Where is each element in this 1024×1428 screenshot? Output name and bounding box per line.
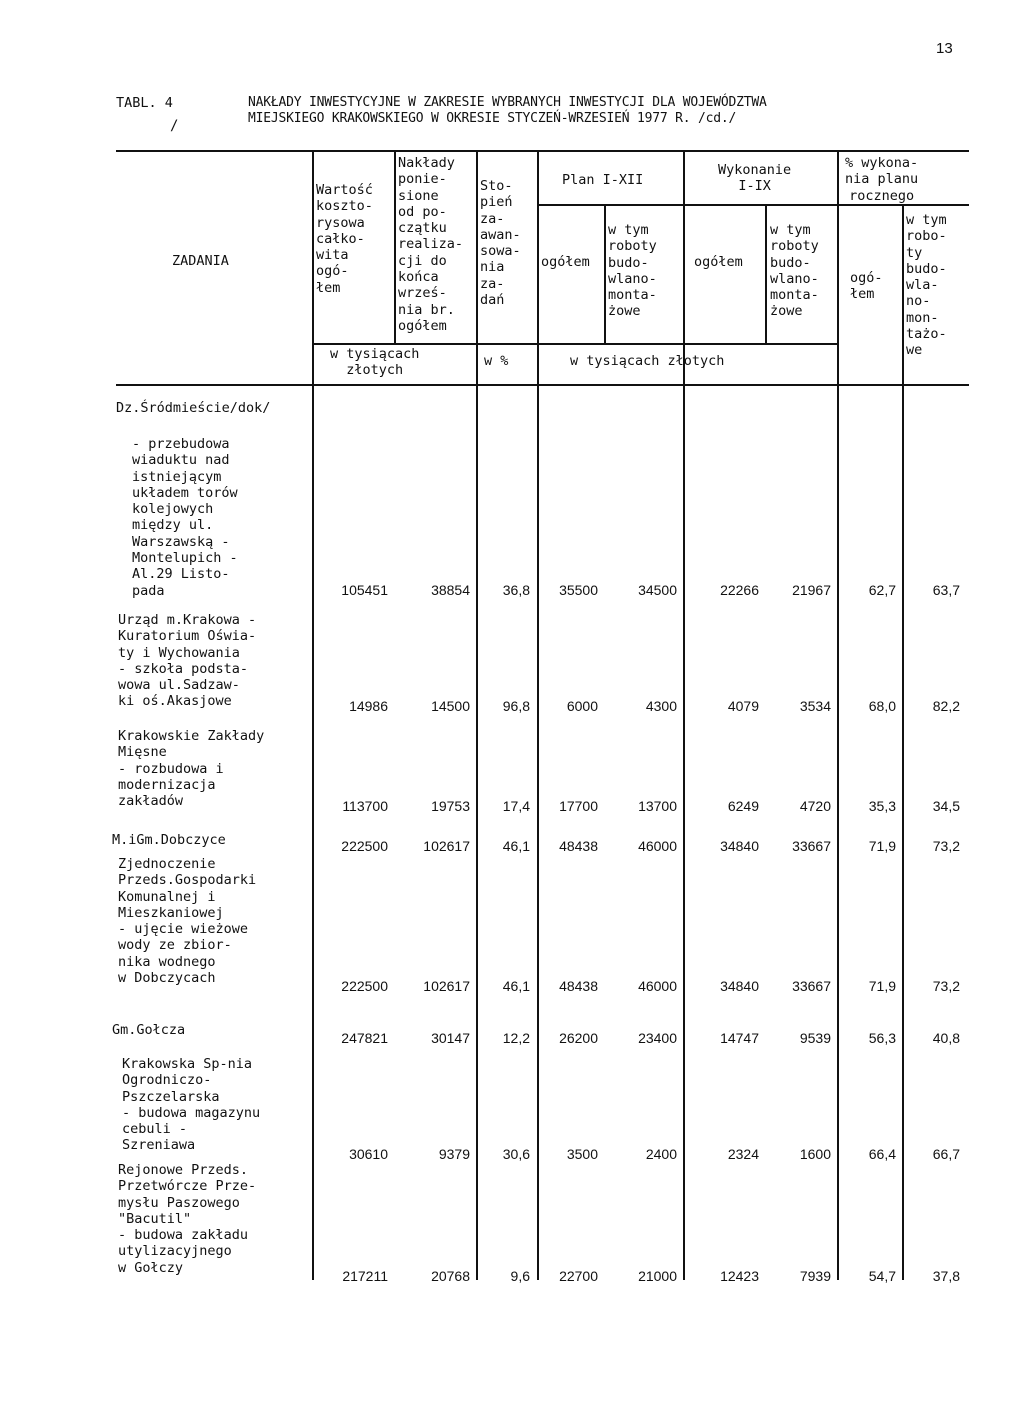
table-top-rule — [116, 150, 969, 152]
cell-plan-ogolem: 6000 — [566, 698, 598, 714]
col-rule-5 — [604, 205, 606, 344]
plan-group-rule — [537, 204, 969, 206]
cell-proc-ogolem: 56,3 — [868, 1030, 896, 1046]
cell-stopien: 17,4 — [502, 798, 530, 814]
cell-proc-ogolem: 62,7 — [868, 582, 896, 598]
cell-proc-wtym: 34,5 — [932, 798, 960, 814]
row-label-5: Zjednoczenie Przeds.Gospodarki Komunalnej i Mieszkaniowej - ujęcie wieżowe wody ze zbior- nika wodnego w Dobczycach — [118, 856, 257, 987]
header-bottom-rule — [116, 384, 969, 386]
cell-stopien: 9,6 — [510, 1268, 530, 1284]
cell-naklady: 14500 — [431, 698, 470, 714]
cell-plan-wtym: 21000 — [638, 1268, 677, 1284]
cell-wyk-wtym: 21967 — [792, 582, 831, 598]
cell-wyk-wtym: 7939 — [799, 1268, 831, 1284]
cell-proc-ogolem: 66,4 — [868, 1146, 896, 1162]
cell-plan-ogolem: 22700 — [559, 1268, 598, 1284]
col-rule-2 — [394, 152, 396, 344]
cell-proc-wtym: 37,8 — [932, 1268, 960, 1284]
cell-wyk-wtym: 4720 — [799, 798, 831, 814]
table-title-line1: NAKŁADY INWESTYCYJNE W ZAKRESIE WYBRANYCH INWESTYCJI DLA WOJEWÓDZTWA — [248, 95, 767, 110]
cell-stopien: 46,1 — [502, 978, 530, 994]
cell-plan-wtym: 23400 — [638, 1030, 677, 1046]
cell-plan-ogolem: 48438 — [559, 978, 598, 994]
cell-wyk-wtym: 9539 — [799, 1030, 831, 1046]
header-proc-ogolem: ogó- łem — [850, 270, 883, 303]
cell-wyk-ogolem: 4079 — [727, 698, 759, 714]
cell-plan-ogolem: 26200 — [559, 1030, 598, 1046]
header-plan-wtym: w tym roboty budo- wlano- monta- żowe — [608, 222, 657, 320]
header-proc-wtym: w tym robo- ty budo- wla- no- mon- tażo- we — [906, 212, 947, 359]
cell-plan-wtym: 13700 — [638, 798, 677, 814]
cell-proc-ogolem: 71,9 — [868, 838, 896, 854]
row-label-8: Rejonowe Przeds. Przetwórcze Prze- mysłu Paszowego "Bacutil" - budowa zakładu utylizacyjnego w Gołczy — [118, 1162, 257, 1276]
col-rule-1 — [312, 152, 314, 1280]
col-rule-8 — [837, 152, 839, 1280]
cell-wyk-ogolem: 14747 — [720, 1030, 759, 1046]
cell-proc-ogolem: 35,3 — [868, 798, 896, 814]
cell-wartosc: 217211 — [342, 1268, 388, 1284]
slash-mark: / — [170, 118, 179, 134]
header-unit-tys2: w tysiącach złotych — [570, 353, 725, 369]
cell-stopien: 30,6 — [502, 1146, 530, 1162]
cell-wartosc: 14986 — [349, 698, 388, 714]
cell-proc-wtym: 73,2 — [932, 838, 960, 854]
cell-proc-ogolem: 54,7 — [868, 1268, 896, 1284]
row-label-7: Krakowska Sp-nia Ogrodniczo- Pszczelarska - budowa magazynu cebuli - Szreniawa — [122, 1056, 261, 1154]
cell-plan-ogolem: 3500 — [566, 1146, 598, 1162]
cell-wyk-wtym: 33667 — [792, 978, 831, 994]
header-unit-tys: w tysiącach złotych — [330, 346, 420, 379]
cell-wyk-wtym: 1600 — [799, 1146, 831, 1162]
cell-proc-ogolem: 71,9 — [868, 978, 896, 994]
header-plan: Plan I-XII — [562, 172, 644, 188]
header-zadania: ZADANIA — [172, 253, 229, 269]
cell-stopien: 46,1 — [502, 838, 530, 854]
cell-plan-wtym: 2400 — [645, 1146, 677, 1162]
row-label-6: Gm.Gołcza — [112, 1022, 186, 1038]
unit-rule — [313, 343, 837, 345]
cell-wyk-ogolem: 22266 — [720, 582, 759, 598]
cell-wyk-ogolem: 2324 — [727, 1146, 759, 1162]
cell-proc-wtym: 73,2 — [932, 978, 960, 994]
row-label-1: - przebudowa wiaduktu nad istniejącym układem torów kolejowych między ul. Warszawską - Montelupich - Al.29 Listo- pada — [132, 436, 238, 599]
cell-plan-ogolem: 48438 — [559, 838, 598, 854]
header-unit-pct: w % — [484, 353, 509, 369]
col-rule-7 — [765, 205, 767, 344]
cell-plan-wtym: 34500 — [638, 582, 677, 598]
cell-naklady: 19753 — [431, 798, 470, 814]
cell-stopien: 96,8 — [502, 698, 530, 714]
row-label-2: Urząd m.Krakowa - Kuratorium Oświa- ty i Wychowania - szkoła podsta- wowa ul.Sadzaw- ki oś.Akasjowe — [118, 612, 257, 710]
col-rule-6 — [683, 152, 685, 1280]
cell-stopien: 36,8 — [502, 582, 530, 598]
row-label-4: M.iGm.Dobczyce — [112, 832, 226, 848]
cell-wartosc: 113700 — [342, 798, 388, 814]
cell-naklady: 38854 — [431, 582, 470, 598]
header-wyk-wtym: w tym roboty budo- wlano- monta- żowe — [770, 222, 819, 320]
cell-naklady: 102617 — [423, 838, 470, 854]
header-procent: % wykona- nia planu rocznego — [845, 155, 919, 204]
cell-proc-ogolem: 68,0 — [868, 698, 896, 714]
header-wartosc: Wartość koszto- rysowa całko- wita ogó- łem — [316, 182, 373, 296]
cell-naklady: 20768 — [431, 1268, 470, 1284]
cell-wyk-ogolem: 6249 — [727, 798, 759, 814]
cell-plan-ogolem: 17700 — [559, 798, 598, 814]
cell-wartosc: 222500 — [341, 978, 388, 994]
cell-naklady: 9379 — [438, 1146, 470, 1162]
cell-proc-wtym: 66,7 — [932, 1146, 960, 1162]
table-title-line2: MIEJSKIEGO KRAKOWSKIEGO W OKRESIE STYCZEŃ-WRZESIEŃ 1977 R. /cd./ — [248, 111, 737, 126]
header-wykonanie: Wykonanie I-IX — [718, 162, 792, 195]
cell-wartosc: 105451 — [341, 582, 388, 598]
row-label-3: Krakowskie Zakłady Mięsne - rozbudowa i modernizacja zakładów — [118, 728, 265, 810]
cell-proc-wtym: 63,7 — [932, 582, 960, 598]
col-rule-3 — [476, 152, 478, 1280]
cell-naklady: 102617 — [423, 978, 470, 994]
cell-wartosc: 222500 — [341, 838, 388, 854]
cell-plan-wtym: 4300 — [645, 698, 677, 714]
header-plan-ogolem: ogółem — [541, 254, 590, 270]
cell-wyk-wtym: 33667 — [792, 838, 831, 854]
col-rule-9 — [902, 205, 904, 1280]
header-stopien: Sto- pień za- awan- sowa- nia za- dań — [480, 178, 521, 309]
cell-proc-wtym: 82,2 — [932, 698, 960, 714]
cell-plan-ogolem: 35500 — [559, 582, 598, 598]
cell-wyk-ogolem: 12423 — [720, 1268, 759, 1284]
cell-plan-wtym: 46000 — [638, 978, 677, 994]
section-dz: Dz.Śródmieście/dok/ — [116, 400, 271, 416]
table-label: TABL. 4 — [116, 95, 173, 111]
cell-naklady: 30147 — [431, 1030, 470, 1046]
page-number: 13 — [936, 40, 953, 57]
cell-wyk-ogolem: 34840 — [720, 838, 759, 854]
cell-stopien: 12,2 — [502, 1030, 530, 1046]
cell-wartosc: 30610 — [349, 1146, 388, 1162]
col-rule-4 — [537, 152, 539, 1280]
cell-plan-wtym: 46000 — [638, 838, 677, 854]
header-wyk-ogolem: ogółem — [694, 254, 743, 270]
header-naklady: Nakłady ponie- sione od po- czątku realiza- cji do końca wrześ- nia br. ogółem — [398, 155, 464, 334]
cell-proc-wtym: 40,8 — [932, 1030, 960, 1046]
cell-wyk-ogolem: 34840 — [720, 978, 759, 994]
cell-wyk-wtym: 3534 — [799, 698, 831, 714]
cell-wartosc: 247821 — [341, 1030, 388, 1046]
